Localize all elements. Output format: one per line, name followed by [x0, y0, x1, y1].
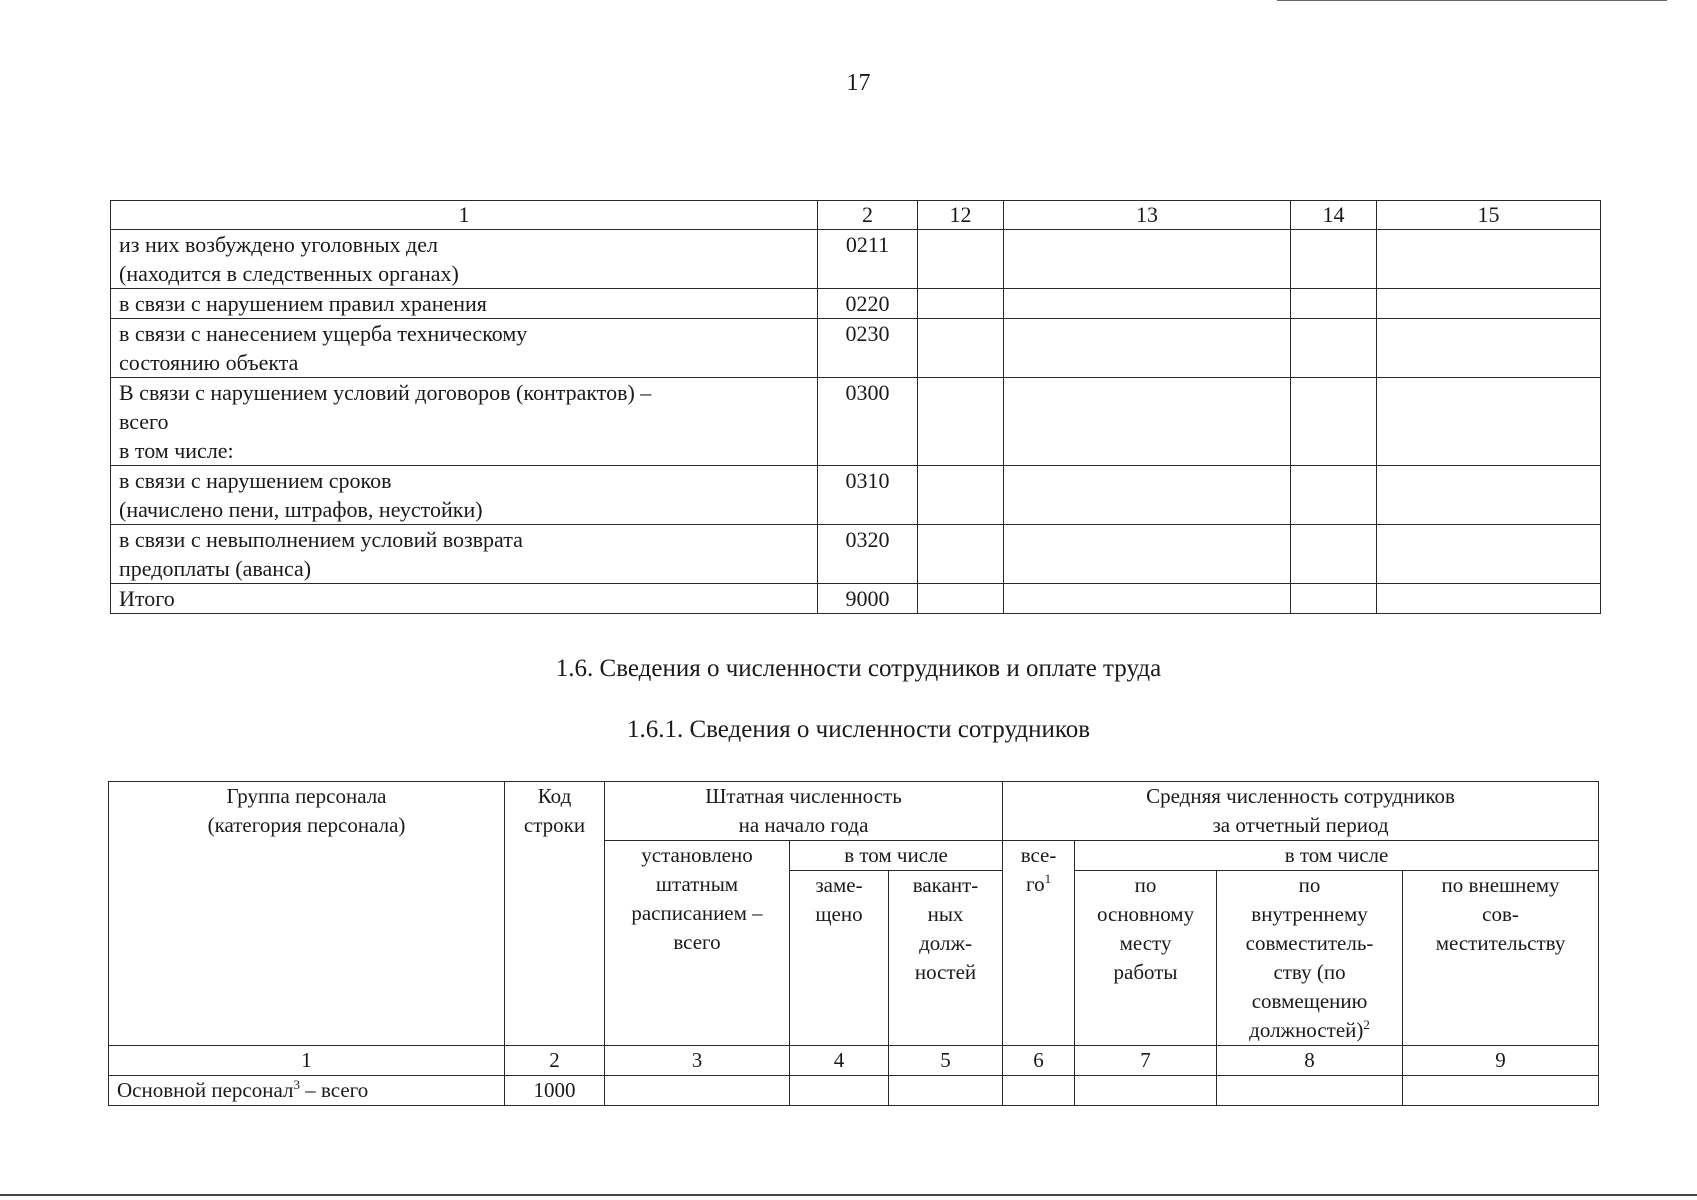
- table-row: [111, 525, 1601, 584]
- cell-empty: [790, 1076, 889, 1106]
- row-label-line: предоплаты (аванса): [119, 556, 312, 581]
- scan-edge-line: [1277, 0, 1667, 1]
- cell-empty: [1003, 1076, 1075, 1106]
- header-line: штатным: [655, 872, 739, 896]
- cell-empty: [1291, 319, 1377, 378]
- header-line: основному: [1096, 902, 1195, 926]
- row-code: 0310: [818, 466, 918, 525]
- row-label-line: состоянию объекта: [119, 350, 299, 375]
- header-line: местительству: [1435, 931, 1566, 955]
- column-number-15: 15: [1377, 201, 1601, 230]
- header-established-lines: [613, 841, 781, 957]
- column-number-2: 2: [818, 201, 918, 230]
- header-line: на начало года: [738, 813, 869, 837]
- header-internal-lines: [1225, 871, 1394, 1045]
- row-label: [111, 230, 818, 289]
- cell-empty: [889, 1076, 1003, 1106]
- column-number-12: 12: [918, 201, 1004, 230]
- column-number-7: 7: [1075, 1046, 1217, 1076]
- table-row: [111, 466, 1601, 525]
- row-label-line: всего: [119, 409, 169, 434]
- cell-empty: [1217, 1076, 1403, 1106]
- row-label: [111, 584, 818, 614]
- column-number-8: 8: [1217, 1046, 1403, 1076]
- header-line: долж-: [919, 931, 972, 955]
- header-line: сов-: [1482, 902, 1519, 926]
- footnote-1-mark: 1: [1044, 871, 1052, 886]
- liabilities-table: [110, 200, 1601, 614]
- header-line: Код: [537, 784, 572, 808]
- header-established: [605, 841, 790, 1046]
- header-line: совместитель-: [1245, 931, 1374, 955]
- row-label: [111, 525, 818, 584]
- row-label: [111, 378, 818, 466]
- header-in-that-number-2: в том числе: [1075, 841, 1599, 871]
- header-line: Группа персонала: [226, 784, 387, 808]
- header-staff-count-lines: [613, 782, 994, 840]
- row-label-line: в связи с невыполнением условий возврата: [119, 527, 523, 552]
- header-staff-count: [605, 782, 1003, 841]
- cell-empty: [918, 584, 1004, 614]
- cell-empty: [1291, 584, 1377, 614]
- footnote-2-mark: 2: [1363, 1017, 1370, 1032]
- cell-empty: [1004, 378, 1291, 466]
- header-external-lines: [1411, 871, 1590, 958]
- table-row: [111, 584, 1601, 614]
- column-number-3: 3: [605, 1046, 790, 1076]
- section-heading-1-6: 1.6. Сведения о численности сотрудников и оплате труда: [555, 655, 1162, 682]
- header-line: вакант-: [912, 873, 979, 897]
- header-line: строки: [523, 813, 586, 837]
- header-staff-group-lines: [117, 782, 496, 840]
- header-line: (категория персонала): [207, 813, 406, 837]
- row-label: [111, 319, 818, 378]
- header-internal: [1217, 871, 1403, 1046]
- page-number: 17: [846, 70, 871, 96]
- header-main-place: [1075, 871, 1217, 1046]
- header-line: всего: [673, 930, 721, 954]
- header-line: внутреннему: [1251, 902, 1368, 926]
- scan-edge-line: [0, 1194, 1697, 1196]
- cell-empty: [1377, 378, 1601, 466]
- header-line: установлено: [641, 843, 753, 867]
- cell-empty: [1291, 289, 1377, 319]
- row-label-line: в связи с нарушением сроков: [119, 468, 392, 493]
- cell-empty: [1377, 319, 1601, 378]
- header-filled: [790, 871, 889, 1046]
- header-line: работы: [1113, 960, 1178, 984]
- table-row: [111, 378, 1601, 466]
- header-line: ству (по: [1273, 960, 1346, 984]
- header-line: по внешнему: [1441, 873, 1560, 897]
- row-label-line: в связи с нарушением правил хранения: [119, 291, 487, 316]
- header-in-that-number: в том числе: [790, 841, 1003, 871]
- column-number-14: 14: [1291, 201, 1377, 230]
- header-total-a: все-: [1020, 843, 1057, 867]
- header-line: месту: [1119, 931, 1172, 955]
- row-code: 0220: [818, 289, 918, 319]
- cell-empty: [1377, 230, 1601, 289]
- column-number-5: 5: [889, 1046, 1003, 1076]
- cell-empty: [918, 525, 1004, 584]
- header-filled-lines: [798, 871, 880, 929]
- header-line: за отчетный период: [1212, 813, 1389, 837]
- row-code: 9000: [818, 584, 918, 614]
- row-label-line: Итого: [119, 586, 175, 611]
- header-line: совмещению: [1251, 989, 1368, 1013]
- column-number-9: 9: [1403, 1046, 1599, 1076]
- row-label-line: (находится в следственных органах): [119, 261, 459, 286]
- cell-empty: [1291, 466, 1377, 525]
- cell-empty: [1291, 525, 1377, 584]
- header-average-count: [1003, 782, 1599, 841]
- cell-empty: [1004, 230, 1291, 289]
- table-row: [111, 230, 1601, 289]
- row-label-line: из них возбуждено уголовных дел: [119, 232, 438, 257]
- cell-empty: [1004, 525, 1291, 584]
- cell-empty: [1291, 230, 1377, 289]
- header-vacant: [889, 871, 1003, 1046]
- row-code: 0230: [818, 319, 918, 378]
- header-line: ных: [927, 902, 964, 926]
- column-number-6: 6: [1003, 1046, 1075, 1076]
- cell-empty: [1377, 466, 1601, 525]
- header-total: [1003, 841, 1075, 1046]
- row-label-line: (начислено пени, штрафов, неустойки): [119, 497, 483, 522]
- cell-empty: [1004, 584, 1291, 614]
- row-code: 0211: [818, 230, 918, 289]
- cell-empty: [605, 1076, 790, 1106]
- row-code: 0320: [818, 525, 918, 584]
- header-row-code: [505, 782, 605, 1046]
- cell-empty: [1075, 1076, 1217, 1106]
- row-label: [111, 466, 818, 525]
- header-line: по: [1134, 873, 1157, 897]
- cell-empty: [1004, 466, 1291, 525]
- cell-empty: [1004, 319, 1291, 378]
- cell-empty: [1377, 525, 1601, 584]
- column-number-1: 1: [109, 1046, 505, 1076]
- table-row: [111, 289, 1601, 319]
- header-external: [1403, 871, 1599, 1046]
- row-label-main-staff: Основной персонал$^3$ – всего: [109, 1076, 505, 1106]
- cell-empty: [918, 289, 1004, 319]
- column-number-4: 4: [790, 1046, 889, 1076]
- cell-empty: [1377, 289, 1601, 319]
- cell-empty: [1004, 289, 1291, 319]
- cell-empty: [1403, 1076, 1599, 1106]
- cell-empty: [918, 230, 1004, 289]
- row-code: 0300: [818, 378, 918, 466]
- cell-empty: [918, 378, 1004, 466]
- row-label-line: В связи с нарушением условий договоров (контрактов) –: [119, 380, 652, 405]
- footnote-3-mark: 3: [293, 1077, 300, 1092]
- row-label: [111, 289, 818, 319]
- header-line: расписанием –: [631, 901, 763, 925]
- header-row-code-lines: [513, 782, 596, 840]
- header-average-count-lines: [1011, 782, 1590, 840]
- section-heading-1-6-1: 1.6.1. Сведения о численности сотрудников: [626, 716, 1091, 743]
- staff-count-table: [108, 781, 1599, 1106]
- cell-empty: [1291, 378, 1377, 466]
- row-code-1000: 1000: [505, 1076, 605, 1106]
- header-main-place-lines: [1083, 871, 1208, 987]
- header-total-b: го: [1025, 872, 1045, 896]
- cell-empty: [1377, 584, 1601, 614]
- header-staff-group: [109, 782, 505, 1046]
- cell-empty: [918, 466, 1004, 525]
- table-row: [111, 319, 1601, 378]
- header-line: Средняя численность сотрудников: [1146, 784, 1455, 808]
- row-label-line: в связи с нанесением ущерба техническому: [119, 321, 528, 346]
- header-line: должностей)$^2$: [1249, 1017, 1370, 1042]
- row-label-line: в том числе:: [119, 438, 234, 463]
- header-line: ностей: [914, 960, 977, 984]
- header-line: заме-: [815, 873, 863, 897]
- column-number-2: 2: [505, 1046, 605, 1076]
- header-vacant-lines: [897, 871, 994, 987]
- cell-empty: [918, 319, 1004, 378]
- column-number-1: 1: [111, 201, 818, 230]
- header-line: щено: [815, 902, 863, 926]
- column-number-13: 13: [1004, 201, 1291, 230]
- header-line: по: [1298, 873, 1321, 897]
- header-line: Штатная численность: [705, 784, 902, 808]
